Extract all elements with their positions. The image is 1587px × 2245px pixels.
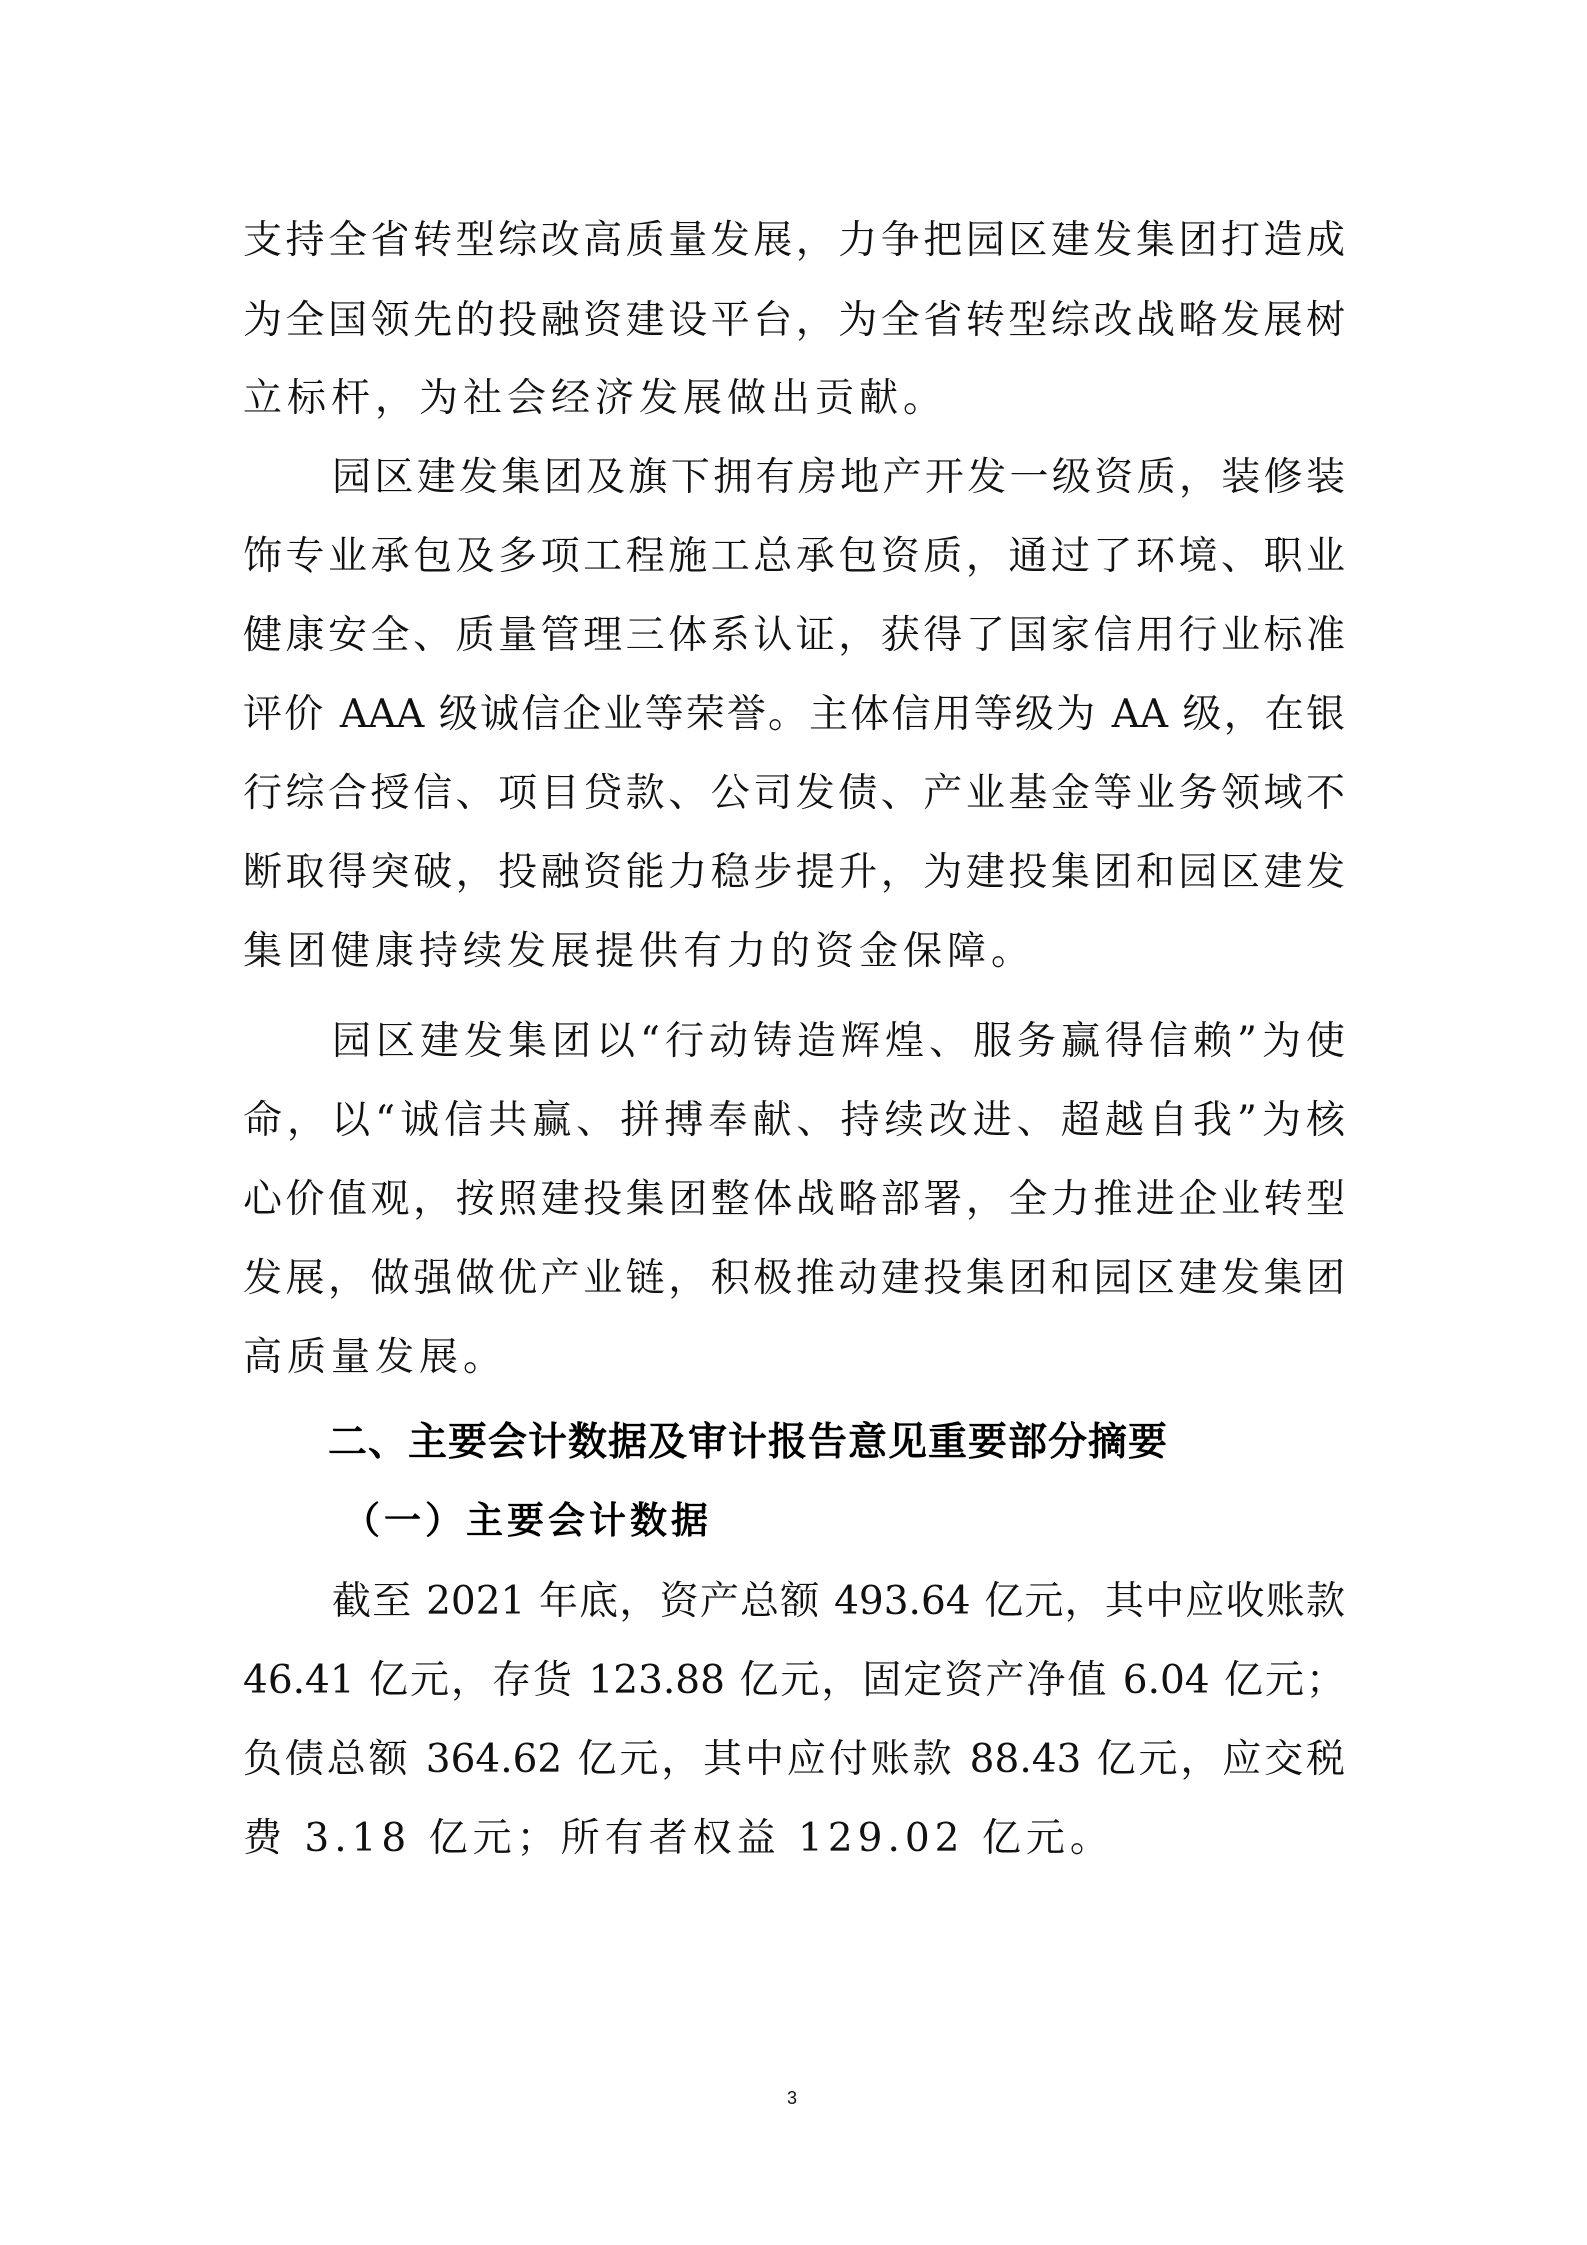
body-text-line: 为全国领先的投融资建设平台，为全省转型综改战略发展树 — [243, 298, 1345, 343]
body-text-line: 心价值观，按照建投集团整体战略部署，全力推进企业转型 — [243, 1177, 1345, 1222]
accounting-data-line: 截至 2021 年底，资产总额 493.64 亿元，其中应收账款 — [332, 1579, 1345, 1624]
body-text-line: 评价 AAA 级诚信企业等荣誉。主体信用等级为 AA 级，在银 — [243, 692, 1345, 737]
body-text-line: 饰专业承包及多项工程施工总承包资质，通过了环境、职业 — [243, 534, 1345, 579]
section-heading: 二、主要会计数据及审计报告意见重要部分摘要 — [328, 1420, 1169, 1465]
body-text-line: 发展，做强做优产业链，积极推动建投集团和园区建发集团 — [243, 1256, 1345, 1301]
body-text-line: 断取得突破，投融资能力稳步提升，为建投集团和园区建发 — [243, 850, 1345, 895]
body-text-line: 支持全省转型综改高质量发展，力争把园区建发集团打造成 — [243, 218, 1345, 263]
body-text-line: 命，以“诚信共赢、拼搏奉献、持续改进、超越自我”为核 — [243, 1098, 1345, 1143]
body-text-line: 行综合授信、项目贷款、公司发债、产业基金等业务领域不 — [243, 771, 1345, 816]
body-text-line: 集团健康持续发展提供有力的资金保障。 — [243, 929, 1036, 974]
body-text-line: 园区建发集团以“行动铸造辉煌、服务赢得信赖”为使 — [332, 1019, 1345, 1064]
page-number: 3 — [786, 2088, 797, 2108]
accounting-data-line: 46.41 亿元，存货 123.88 亿元，固定资产净值 6.04 亿元； — [243, 1658, 1345, 1703]
body-text-line: 立标杆，为社会经济发展做出贡献。 — [243, 376, 948, 421]
body-text-line: 园区建发集团及旗下拥有房地产开发一级资质，装修装 — [332, 455, 1345, 500]
accounting-data-line: 费 3.18 亿元；所有者权益 129.02 亿元。 — [243, 1816, 1114, 1861]
body-text-line: 高质量发展。 — [243, 1335, 508, 1380]
body-text-line: 健康安全、质量管理三体系认证，获得了国家信用行业标准 — [243, 613, 1345, 658]
accounting-data-line: 负债总额 364.62 亿元，其中应付账款 88.43 亿元，应交税 — [243, 1737, 1345, 1782]
subsection-heading: （一）主要会计数据 — [343, 1498, 712, 1542]
